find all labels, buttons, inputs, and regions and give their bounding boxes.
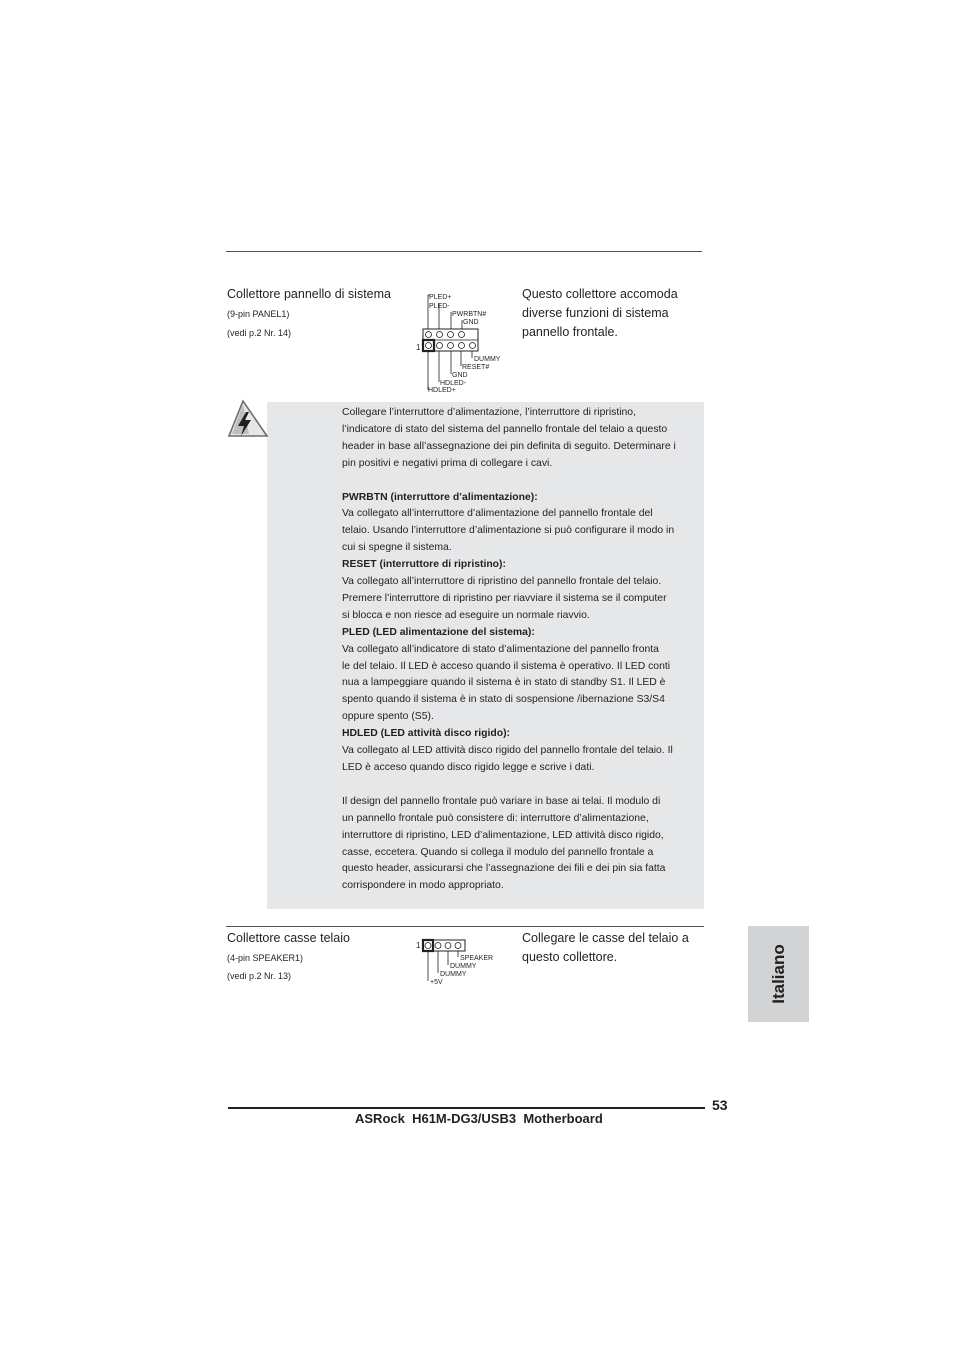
page-number: 53	[712, 1097, 728, 1113]
language-tab-label: Italiano	[768, 944, 788, 1004]
panel-desc-line-1: Questo collettore accomoda	[522, 287, 678, 301]
panel-desc-line-2: diverse funzioni di sistema	[522, 306, 669, 320]
closing-line-6: corrispondere in modo appropriato.	[342, 880, 504, 892]
hdled-line-2: LED è acceso quando disco rigido legge e scrive i dati.	[342, 762, 595, 774]
panel-label-hdled-minus: HDLED-	[440, 380, 467, 387]
panel-desc-line-3: pannello frontale.	[522, 325, 618, 339]
closing-line-1: Il design del pannello frontale può variare in base ai telai. Il modulo di	[342, 795, 661, 807]
speaker-desc-line-2: questo collettore.	[522, 950, 618, 964]
speaker-header-title: Collettore casse telaio	[227, 931, 350, 945]
panel-header-title: Collettore pannello di sistema	[227, 287, 391, 301]
speaker-label-5v: +5V	[430, 979, 443, 986]
panel-header-pins: (9-pin PANEL1)	[227, 309, 290, 319]
closing-line-2: un pannello frontale può consistere di: interruttore d’alimentazione,	[342, 812, 649, 824]
pled-heading: PLED (LED alimentazione del sistema):	[342, 626, 535, 638]
speaker-label-speaker: SPEAKER	[460, 955, 494, 962]
speaker-label-dummy-1: DUMMY	[450, 963, 477, 970]
pled-line-2: le del telaio. Il LED è acceso quando il sistema è operativo. Il LED conti	[342, 660, 671, 672]
panel-label-hdled-plus: HDLED+	[428, 387, 456, 394]
speaker-header-description	[522, 929, 689, 967]
note-intro-4: pin positivi e negativi prima di collegare i cavi.	[342, 457, 553, 469]
top-divider	[226, 251, 702, 252]
panel-label-pwrbtn: PWRBTN#	[452, 311, 487, 318]
warning-triangle-icon	[227, 398, 269, 440]
panel-label-pin1: 1	[416, 343, 421, 352]
footer-product: ASRock H61M-DG3/USB3 Motherboard	[355, 1111, 603, 1126]
panel-label-gnd-top: GND	[463, 319, 479, 326]
note-intro-1: Collegare l’interruttore d’alimentazione, l’interruttore di ripristino,	[342, 407, 636, 418]
speaker-desc-line-1: Collegare le casse del telaio a	[522, 931, 689, 945]
panel-label-pled-minus: PLED-	[429, 303, 450, 310]
pwrbtn-line-2: telaio. Usando l’interruttore d’alimentazione si può configurare il modo in	[342, 525, 675, 537]
pled-line-1: Va collegato all’indicatore di stato d’alimentazione del pannello fronta	[342, 643, 659, 655]
middle-divider	[226, 926, 704, 927]
panel1-pin-diagram	[414, 290, 506, 394]
note-intro-2: l’indicatore di stato del sistema del pannello frontale del telaio a questo	[342, 423, 668, 435]
hdled-heading: HDLED (LED attività disco rigido):	[342, 728, 510, 740]
pwrbtn-heading: PWRBTN (interruttore d’alimentazione):	[342, 491, 538, 503]
speaker-label-pin1: 1	[416, 941, 421, 950]
pwrbtn-line-3: cui si spegne il sistema.	[342, 542, 452, 554]
reset-line-3: si blocca e non riesce ad eseguire un normale riavvio.	[342, 609, 590, 621]
panel-label-pled-plus: PLED+	[429, 294, 452, 301]
speaker-label-dummy-2: DUMMY	[440, 971, 467, 978]
reset-line-2: Premere l’interruttore di ripristino per riavviare il sistema se il computer	[342, 592, 667, 604]
speaker1-pin-diagram	[414, 936, 494, 988]
panel-header-ref: (vedi p.2 Nr. 14)	[227, 328, 292, 338]
speaker-header-ref: (vedi p.2 Nr. 13)	[227, 971, 292, 981]
pwrbtn-line-1: Va collegato all’interruttore d’alimentazione del pannello frontale del	[342, 508, 653, 520]
language-side-tab	[748, 926, 809, 1022]
closing-line-4: casse, eccetera. Quando si collega il modulo del pannello frontale a	[342, 846, 654, 858]
reset-line-1: Va collegato all’interruttore di ripristino del pannello frontale del telaio.	[342, 576, 662, 588]
pled-line-4: spento quando il sistema è in stato di sospensione /ibernazione S3/S4	[342, 694, 665, 706]
closing-line-3: interruttore di ripristino, LED d’alimentazione, LED attività disco rigido,	[342, 829, 664, 841]
closing-line-5: questo header, assicurarsi che l’assegnazione dei fili e dei pin sia fatta	[342, 863, 666, 875]
pled-line-5: oppure spento (S5).	[342, 711, 434, 723]
hdled-line-1: Va collegato al LED attività disco rigido del pannello frontale del telaio. Il	[342, 745, 673, 757]
pled-line-3: nua a lampeggiare quando il sistema è in stato di standby S1. Il LED è	[342, 677, 666, 689]
panel-label-gnd-bottom: GND	[452, 372, 468, 379]
note-text	[342, 405, 704, 895]
panel-header-description	[522, 285, 678, 342]
speaker-header-pins: (4-pin SPEAKER1)	[227, 953, 304, 963]
reset-heading: RESET (interruttore di ripristino):	[342, 559, 506, 571]
panel-label-dummy: DUMMY	[474, 356, 501, 363]
note-intro-3: header in base all’assegnazione dei pin definita di seguito. Determinare i	[342, 440, 676, 452]
panel-label-reset: RESET#	[462, 364, 490, 371]
footer-divider	[228, 1107, 705, 1109]
